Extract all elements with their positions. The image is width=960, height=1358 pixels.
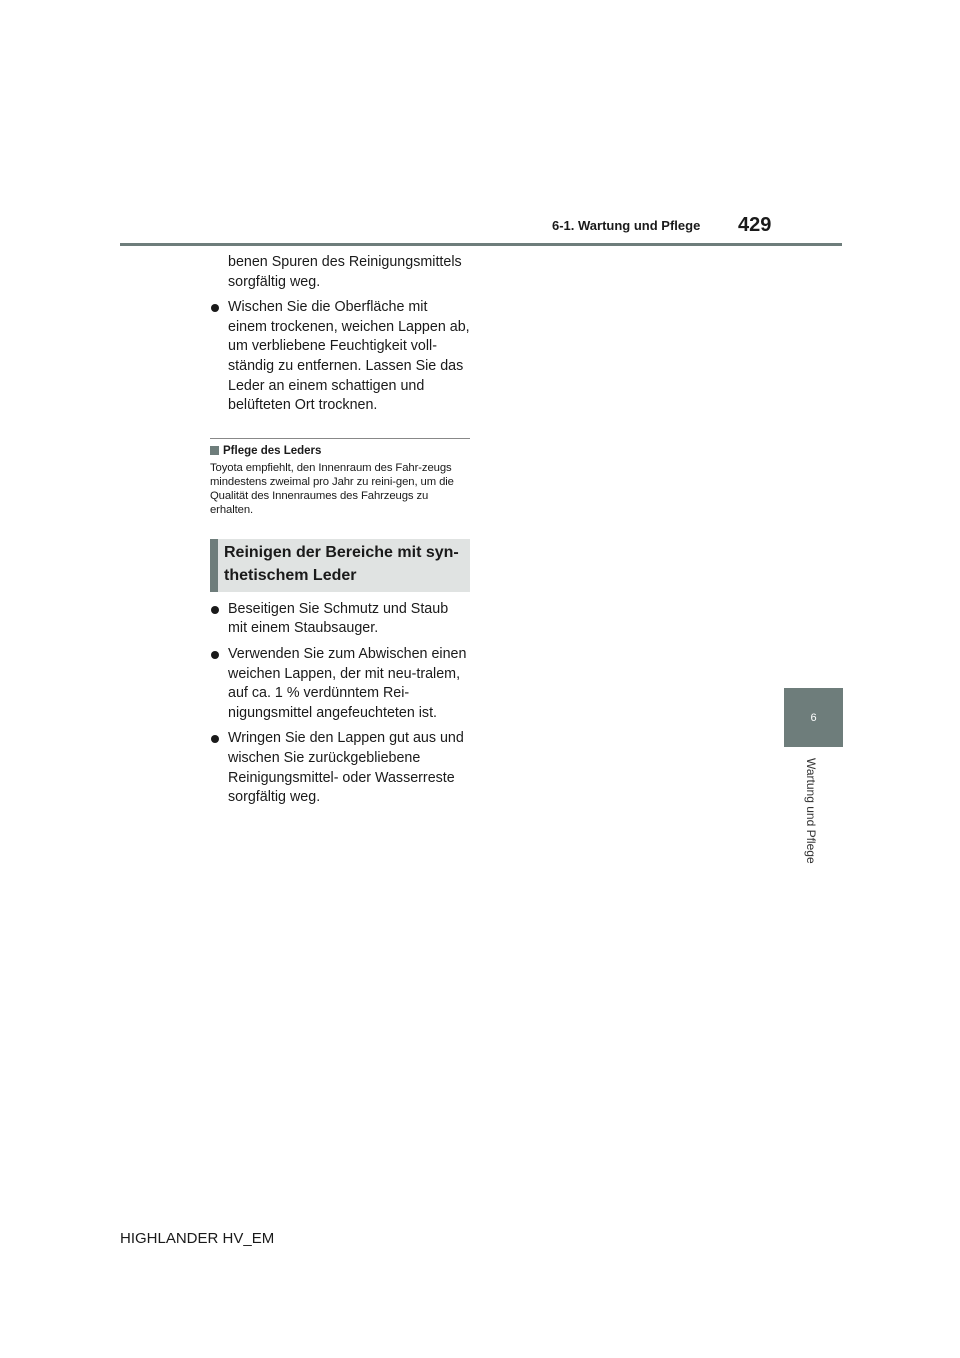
section-title: Reinigen der Bereiche mit syn-thetischem Leder [224, 543, 459, 584]
chapter-number: 6 [810, 711, 817, 724]
header-divider [120, 243, 842, 246]
bullet-icon [211, 606, 219, 614]
list-item-text: Beseitigen Sie Schmutz und Staub mit einem Staubsauger. [228, 600, 449, 637]
note-text: Toyota empfiehlt, den Innenraum des Fahr-zeugs mindestens zweimal pro Jahr zu reini-gen, um die Qualität des Innenraumes des Fahrzeugs zu erhalten. [210, 461, 454, 516]
list-item [210, 298, 470, 416]
bullet-icon [211, 735, 219, 743]
note-divider [210, 438, 470, 439]
list-item-text: Wischen Sie die Oberfläche mit einem trockenen, weichen Lappen ab, um verbliebene Feuchtigkeit voll-ständig zu entfernen. Lassen Sie das Leder an einem schattigen und belüfteten Ort trocknen. [228, 299, 470, 414]
list-item [210, 645, 470, 723]
chapter-side-label: Wartung und Pflege [804, 758, 818, 864]
footer-model: HIGHLANDER HV_EM [120, 1230, 275, 1247]
bullet-icon [211, 651, 219, 659]
list-item [210, 729, 470, 807]
page-number: 429 [738, 214, 772, 236]
main-column [210, 253, 470, 808]
section-header: 6-1. Wartung und Pflege [552, 218, 701, 233]
note-heading-text: Pflege des Leders [223, 444, 322, 457]
section-heading-box [210, 539, 470, 592]
continuation-text: benen Spuren des Reinigungsmittels sorgfältig weg. [228, 254, 462, 290]
list-item-text: Wringen Sie den Lappen gut aus und wischen Sie zurückgebliebene Reinigungsmittel- oder Wasserreste sorgfältig weg. [228, 730, 464, 806]
note-heading [210, 445, 470, 457]
bullet-icon [211, 304, 219, 312]
list-item [210, 600, 470, 639]
bullet-list [210, 600, 470, 808]
list-item-text: Verwenden Sie zum Abwischen einen weichen Lappen, der mit neu-tralem, auf ca. 1 % verdünntem Rei-nigungsmittel angefeuchteten ist. [228, 645, 467, 721]
chapter-tab[interactable] [784, 688, 843, 747]
square-icon [210, 446, 219, 455]
